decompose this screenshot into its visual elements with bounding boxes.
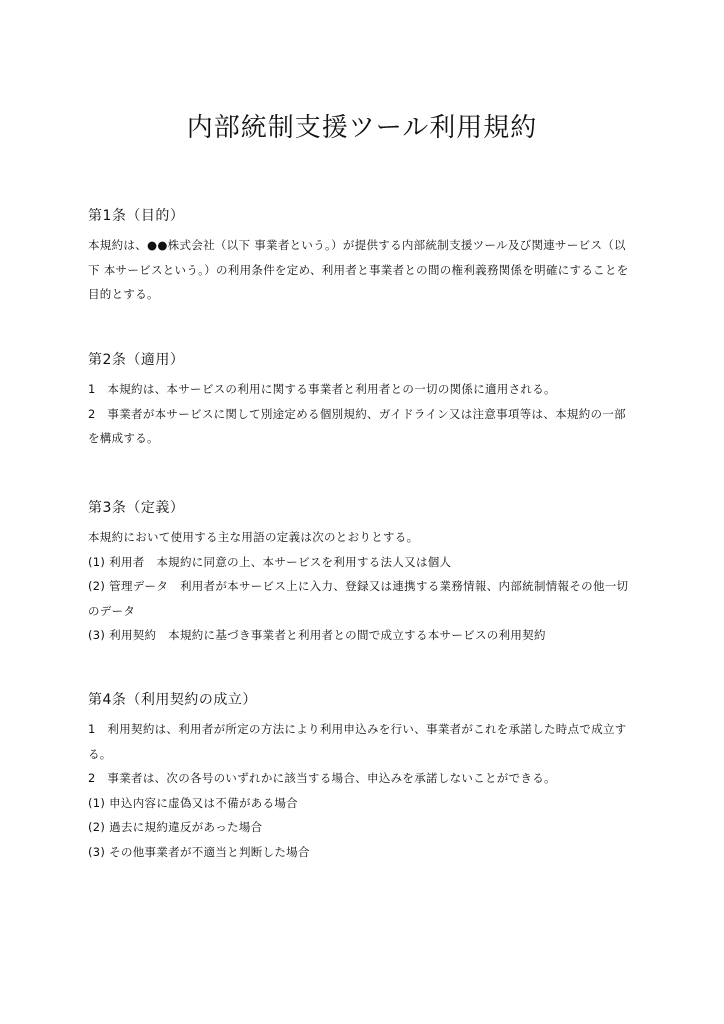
article-4-contract-formation (88, 689, 636, 864)
article-paragraph: 2 事業者は、次の各号のいずれかに該当する場合、申込みを承諾しないことができる。 (88, 771, 556, 785)
definition-item: (1) 利用者 本規約に同意の上、本サービスを利用する法人又は個人 (88, 554, 452, 569)
article-heading: 第4条（利用契約の成立） (88, 692, 257, 708)
article-1-purpose (88, 205, 636, 307)
article-3-definitions (88, 497, 636, 648)
document-title: 内部統制支援ツール利用規約 (186, 113, 538, 143)
definition-item: (3) 利用契約 本規約に基づき事業者と利用者との間で成立する本サービスの利用契約 (88, 628, 546, 642)
list-item: (1) 申込内容に虚偽又は不備がある場合 (88, 795, 298, 810)
article-paragraph: 2 事業者が本サービスに関して別途定める個別規約、ガイドライン又は注意事項等は、本規約の一部を構成する。 (88, 406, 626, 445)
list-item: (3) その他事業者が不適当と判断した場合 (88, 844, 310, 859)
article-heading: 第3条（定義） (88, 500, 185, 516)
article-heading: 第2条（適用） (88, 352, 185, 368)
article-paragraph: 1 本規約は、本サービスの利用に関する事業者と利用者との一切の関係に適用される。 (88, 382, 556, 396)
article-paragraph: 本規約において使用する主な用語の定義は次のとおりとする。 (88, 530, 419, 544)
list-item: (2) 過去に規約違反があった場合 (88, 820, 263, 834)
article-paragraph: 1 利用契約は、利用者が所定の方法により利用申込みを行い、事業者がこれを承諾した時点で成立する。 (88, 722, 627, 761)
article-heading: 第1条（目的） (88, 208, 185, 224)
definition-item: (2) 管理データ 利用者が本サービス上に入力、登録又は連携する業務情報、内部統制情報その他一切のデータ (88, 579, 629, 618)
article-2-application (88, 349, 636, 451)
article-paragraph: 本規約は、●●株式会社（以下 事業者という。）が提供する内部統制支援ツール及び関連サービス（以下 本サービスという。）の利用条件を定め、利用者と事業者との間の権利義務関係を明確にすることを目的とする。 (88, 238, 629, 301)
